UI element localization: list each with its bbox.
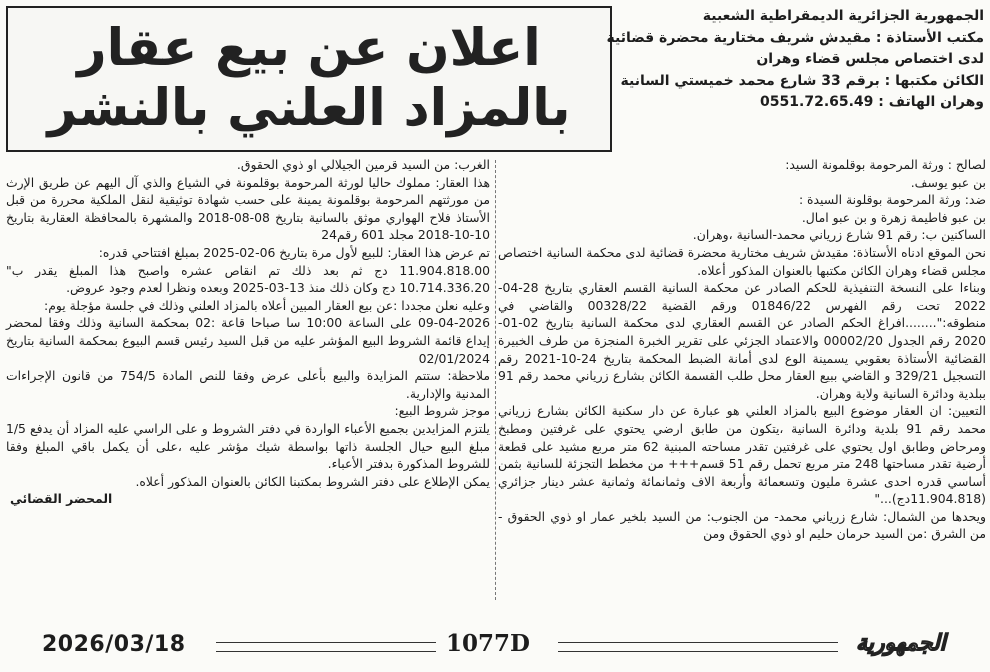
footer-rule-left (216, 642, 436, 652)
paragraph: هذا العقار: مملوك حاليا لورثة المرحومة بوقلمونة في الشياع والذي آل اليهم عن طريق الإرث من مورثتهم المرحومة بوقلمونة يمينة على حسب شهادة توثيقية لنقل الملكية محررة من قبل الأستاذ فلاح الهواري موثق بالسانية بتاريخ 08-08-2018 والمشهرة بالمحافظة العقارية بتاريخ 10-10-2018 مجلد 601 رقم24 (6, 174, 490, 243)
paragraph: يمكن الإطلاع على دفتر الشروط بمكتبنا الكائن بالعنوان المذكور أعلاه. (135, 473, 490, 489)
paragraph: بن عبو فاطيمة زهرة و بن عبو امال. (801, 209, 986, 225)
paragraph: نحن الموقع ادناه الأستاذة: مقيدش شريف مختارية محضرة قضائية لدى محكمة السانية اختصاص مجلس قضاء وهران الكائن مكتبها بالعنوان المذكور أعلاه. (498, 244, 986, 278)
left-text-column (6, 156, 490, 508)
announcement-title-box (6, 6, 612, 152)
office-line: الكائن مكتبها : برقم 33 شارع محمد خميستي السانية (620, 72, 984, 89)
paragraph: ويحدها من الشمال: شارع زرياني محمد- من الجنوب: من السيد بلخير عمار او ذوي الحقوق - من الشرق :من السيد حرمان حليم او ذوي الحقوق ومن (498, 508, 986, 542)
office-line: لدى اختصاص مجلس قضاء وهران (756, 51, 984, 67)
office-line: وهران الهاتف : 0551.72.65.49 (760, 94, 984, 110)
paragraph: 09-04-2026 على الساعة 10:00 سا صباحا قاعة :02 بمحكمة السانية وذلك وفقا لمحضر إيداع قائمة الشروط البيع المؤشر عليه من قبل السيد رئيس قسم البيوع بمحكمة السانية بتاريخ 02/01/2024 (6, 315, 490, 366)
paragraph: تم عرض هذا العقار: للبيع لأول مرة بتاريخ 06-02-2025 بمبلغ افتتاحي قدره: (98, 244, 490, 260)
paragraph: يلتزم المزايدين بجميع الأعباء الواردة في دفتر الشروط و على الراسي عليه المزاد أن يدفع 1/5 مبلغ البيع حيال الجلسة ذاتها بواسطة شيك مؤشر عليه ،على أن يكمل باقي المبلغ وفقا للشروط المذكورة بدفتر الأعباء. (6, 420, 490, 472)
paragraph: وبناءا على النسخة التنفيذية للحكم الصادر عن محكمة السانية القسم العقاري بتاريخ 28-04-2022 تحت رقم الفهرس 01846/22 ورقم القضية 00328/22 والقاضي في منطوقه:"........افراغ الحكم الصادر عن القسم العقاري لدى محكمة السانية بتاريخ 02-01-2020 رقم الجدول 00002/20 والاعتماد الجزئي على تقرير الخبرة المنجزة من طرف الخبيرة القضائية الأستاذة بعقوبي يسمينة الوع لدى أمانة الضبط المحكمة بتاريخ 24-10-2021 رقم التسجيل 329/21 و القاضي ببيع العقار محل طلب القسمة الكائن بشارع زرياني محمد رقم 91 ببلدية ودائرة السانية ولاية وهران. (498, 280, 986, 401)
paragraph: 11.904.818.00 دج ثم بعد ذلك تم انقاص عشره واصبح هذا المبلغ يقدر ب" 10.714.336.20 دج وكان ذلك منذ 13-03-2025 وبعده ونظرا لعدم وجود عروض. (6, 262, 490, 296)
paragraph: ملاحظة: ستتم المزايدة والبيع بأعلى عرض وفقا للنص المادة 754/5 من قانون الإجراءات المدنية والإدارية. (6, 368, 490, 401)
paragraph: وعليه نعلن مجددا :عن بيع العقار المبين أعلاه بالمزاد العلني وذلك في جلسة مؤجلة يوم: (44, 297, 490, 313)
footer-date: 2026/03/18 (42, 632, 186, 657)
footer-rule-right (558, 642, 838, 652)
office-line: الجمهورية الجزائرية الديمقراطية الشعبية (702, 8, 984, 24)
paragraph: موجز شروط البيع: (394, 403, 490, 419)
bailiff-signature: المحضر القضائي (10, 491, 113, 507)
right-text-column (498, 156, 986, 543)
newspaper-logo: الجمهورية (856, 630, 946, 656)
bailiff-office-header (606, 6, 984, 114)
announcement-title-line-2: بالمزاد العلني بالنشر (47, 79, 571, 138)
announcement-title-line-1: اعلان عن بيع عقار (77, 19, 541, 78)
paragraph: التعيين: ان العقار موضوع البيع بالمزاد العلني هو عبارة عن دار سكنية الكائن بشارع زرياني محمد رقم 91 بلدية ودائرة السانية ،يتكون من طابق ارضي يحتوي على غرفتين ومطبخ ومرحاض وطابق اول يحتوي على غرفتين تقدر مساحته المبنية 62 متر مربع مشيد على قطعة أرضية تقدر مساحتها 248 متر مربع تحمل رقم 51 قسم+++ من مخطط التجزئة للسانية بثمن أساسي قدره احدى عشرة مليون وتسعمائة وأربعة الاف وثمانمائة وثمانية عشر دينار جزائري (11.904.818دج)..." (498, 403, 986, 507)
office-line: مكتب الأستاذة : مقيدش شريف مختارية محضرة قضائية (606, 29, 984, 46)
paragraph: بن عبو يوسف. (910, 174, 986, 190)
paragraph: لصالح : ورثة المرحومة بوقلمونة السيد: (785, 157, 986, 172)
paragraph: ضد: ورثة المرحومة بوقلونة السيدة : (798, 192, 986, 208)
footer-page-number: 1077D (446, 630, 530, 657)
page-footer (6, 630, 984, 670)
column-divider (495, 160, 496, 600)
paragraph: الغرب: من السيد قرمين الجيلالي او ذوي الحقوق. (236, 157, 490, 172)
paragraph: الساكنين ب: رقم 91 شارع زرياني محمد-السانية ،وهران. (692, 227, 986, 243)
